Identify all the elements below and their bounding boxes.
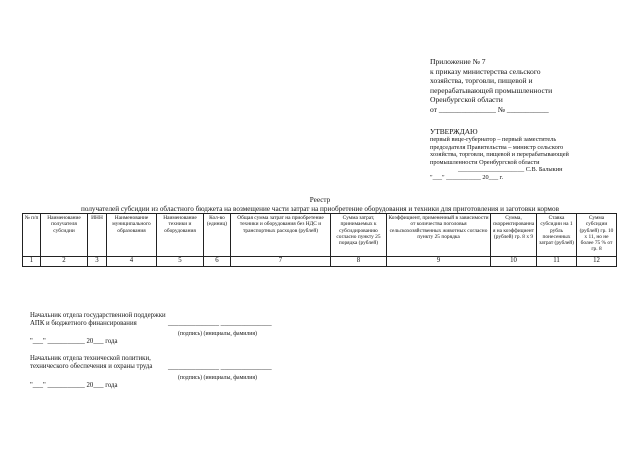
approval-block [430,127,569,182]
column-header: Сумма затрат, принимаемых к субсидированию согласно пункту 25 порядка (рублей) [331,214,387,257]
appendix-line: перерабатывающей промышленности [430,85,553,95]
approval-signature-line: _____________________ С.В. Балыкин [458,166,563,174]
column-number: 2 [41,257,88,267]
table-header-row [23,214,617,257]
column-header: Наименование муниципального образования [107,214,157,257]
signature-block-technical [30,355,152,372]
appendix-block [430,57,552,115]
appendix-line: хозяйства, торговли, пищевой и [430,76,533,86]
signature-date: "___" ___________ 20___ года [30,382,118,389]
table-number-row [23,257,617,267]
signature-block-support [30,312,166,329]
signature-blank: _______________ _______________ [168,364,272,371]
title-description: получателей субсидии из областного бюджета на возмещение части затрат на приобретение оборудования и техники для приготовления и заготовки кормов [81,204,559,213]
appendix-line: Оренбургской области [430,95,503,105]
column-header: Наименование техники и оборудования [157,214,204,257]
column-number: 8 [331,257,387,267]
column-header: Ставка субсидии на 1 рубль понесенных затрат (рублей) [537,214,577,257]
column-number: 5 [157,257,204,267]
appendix-date-line: от _______________ № ___________ [430,104,549,114]
column-header: Коэффициент, примененный в зависимости от количества поголовья сельскохозяйственных животных согласно пункту 25 порядка [387,214,491,257]
signature-captions: (подпись) (инициалы, фамилия) [178,331,257,337]
document-title [0,196,640,213]
column-number: 3 [88,257,107,267]
appendix-line: к приказу министерства сельского [430,66,541,76]
column-header: № п/п [23,214,41,257]
signature-captions: (подпись) (инициалы, фамилия) [178,375,257,381]
column-number: 4 [107,257,157,267]
signature-blank: _______________ _______________ [168,320,272,327]
column-number: 12 [577,257,617,267]
approval-heading: УТВЕРЖДАЮ [430,127,478,136]
registry-table [22,213,617,267]
column-header: Наименование получателя субсидии [41,214,88,257]
column-number: 7 [231,257,331,267]
approval-date-line: "___" ___________ 20___ г. [430,173,504,181]
approval-line: председателя Правительства – министр сельского [430,143,564,151]
signature-position: Начальник отдела технической политики, [30,355,151,362]
column-number: 1 [23,257,41,267]
approval-line: хозяйства, торговли, пищевой и перерабатывающей [430,151,569,159]
column-number: 9 [387,257,491,267]
column-header: Кол-во (единиц) [204,214,231,257]
title-registry: Реестр [309,196,331,204]
column-header: Сумма, скорректированная на коэффициент (рублей) гр. 8 х 9 [491,214,537,257]
column-number: 6 [204,257,231,267]
column-number: 10 [491,257,537,267]
column-number: 11 [537,257,577,267]
column-header: Сумма субсидии (рублей) гр. 10 х 11, но не более 75 % от гр. 8 [577,214,617,257]
column-header: Общая сумма затрат на приобретение техники и оборудования без НДС и транспортных расходов (рублей) [231,214,331,257]
approval-line: промышленности Оренбургской области [430,158,540,166]
column-header: ИНН [88,214,107,257]
approval-line: первый вице-губернатор – первый заместитель [430,136,557,143]
signature-position: технического обеспечения и охраны труда [30,363,153,371]
appendix-line: Приложение № 7 [430,57,486,66]
signature-position: АПК и бюджетного финансирования [30,320,137,328]
signature-position: Начальник отдела государственной поддержки [30,312,166,319]
signature-date: "___" ___________ 20___ года [30,338,118,345]
